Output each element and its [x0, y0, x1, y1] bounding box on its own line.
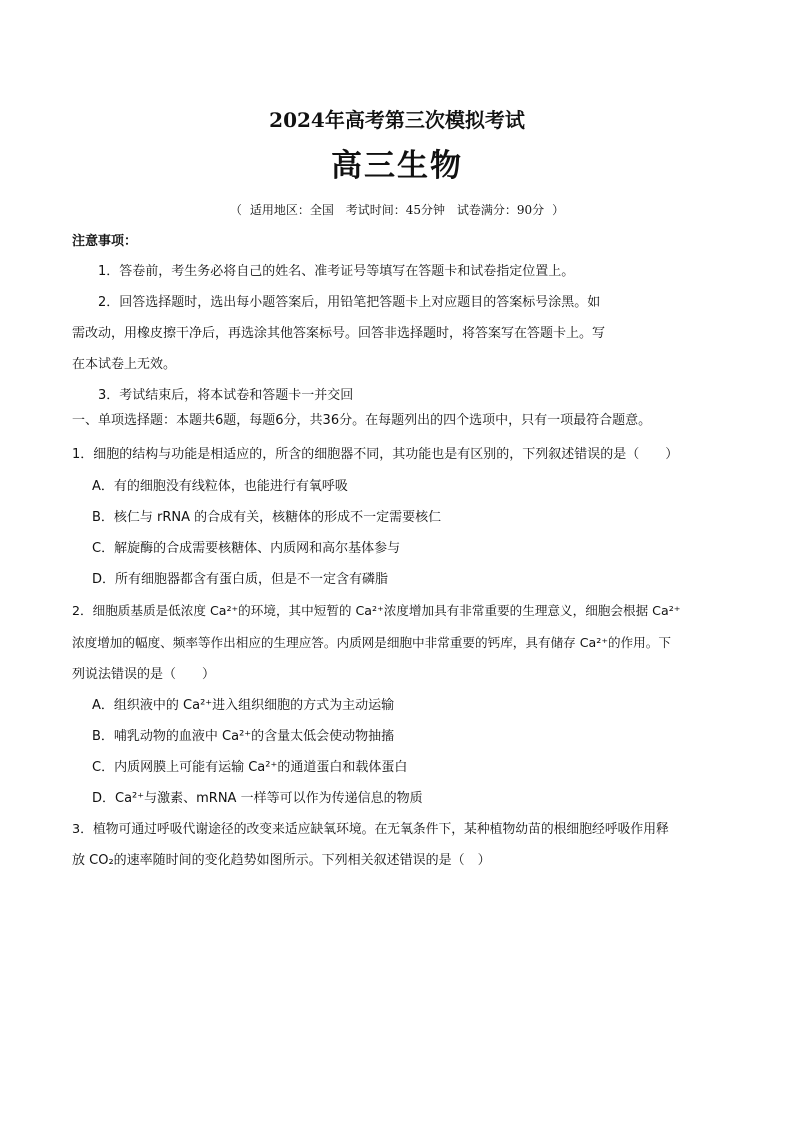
q2-stem-line-1: 2．细胞质基质是低浓度 Ca²⁺的环境，其中短暂的 Ca²⁺浓度增加具有非常重要的生理意义，细胞会根据 Ca²⁺ [72, 603, 681, 618]
notice-heading: 注意事项： [72, 234, 138, 249]
q2-option-b: B．哺乳动物的血液中 Ca²⁺的含量太低会使动物抽搐 [92, 729, 395, 744]
q3-stem-line-2: 放 CO₂的速率随时间的变化趋势如图所示。下列相关叙述错误的是（ ） [72, 853, 491, 868]
q2-stem-line-3: 列说法错误的是（ ） [72, 667, 216, 682]
q1-option-d: D．所有细胞器都含有蛋白质，但是不一定含有磷脂 [92, 572, 389, 587]
section-heading: 一、单项选择题：本题共6题，每题6分，共36分。在每题列出的四个选项中，只有一项最符合题意。 [72, 413, 652, 428]
q2-option-c: C．内质网膜上可能有运输 Ca²⁺的通道蛋白和载体蛋白 [92, 760, 408, 775]
notice-item-1: 1．答卷前，考生务必将自己的姓名、准考证号等填写在答题卡和试卷指定位置上。 [98, 264, 575, 279]
q3-stem-line-1: 3．植物可通过呼吸代谢途径的改变来适应缺氧环境。在无氧条件下，某种植物幼苗的根细胞经呼吸作用释 [72, 822, 669, 837]
exam-title: 2024年高考第三次模拟考试 [269, 108, 525, 132]
notice-item-2-line-2: 需改动，用橡皮擦干净后，再选涂其他答案标号。回答非选择题时，将答案写在答题卡上。写 [72, 326, 606, 341]
exam-region: 适用地区：全国 [249, 203, 334, 217]
notice-item-2-line-1: 2．回答选择题时，选出每小题答案后，用铅笔把答题卡上对应题目的答案标号涂黑。如 [98, 295, 601, 310]
exam-info [0, 201, 794, 218]
q1-option-b: B．核仁与 rRNA 的合成有关，核糖体的形成不一定需要核仁 [92, 510, 442, 525]
exam-score: 试卷满分：90分 [456, 203, 545, 217]
q2-option-d: D．Ca²⁺与激素、mRNA 一样等可以作为传递信息的物质 [92, 791, 423, 806]
info-open-paren: （ [229, 203, 242, 217]
notice-item-3: 3．考试结束后，将本试卷和答题卡一并交回 [98, 388, 354, 403]
exam-time: 考试时间：45分钟 [345, 203, 445, 217]
q1-option-a: A．有的细胞没有线粒体，也能进行有氧呼吸 [92, 479, 348, 494]
subject-title: 高三生物 [331, 148, 463, 184]
info-close-paren: ） [552, 203, 565, 217]
notice-item-2-line-3: 在本试卷上无效。 [72, 357, 177, 372]
q1-option-c: C．解旋酶的合成需要核糖体、内质网和高尔基体参与 [92, 541, 401, 556]
q2-option-a: A．组织液中的 Ca²⁺进入组织细胞的方式为主动运输 [92, 698, 395, 713]
q1-stem: 1．细胞的结构与功能是相适应的，所含的细胞器不同，其功能也是有区别的，下列叙述错误的是（ ） [72, 447, 679, 462]
q2-stem-line-2: 浓度增加的幅度、频率等作出相应的生理应答。内质网是细胞中非常重要的钙库，具有储存 Ca²⁺的作用。下 [72, 635, 671, 650]
